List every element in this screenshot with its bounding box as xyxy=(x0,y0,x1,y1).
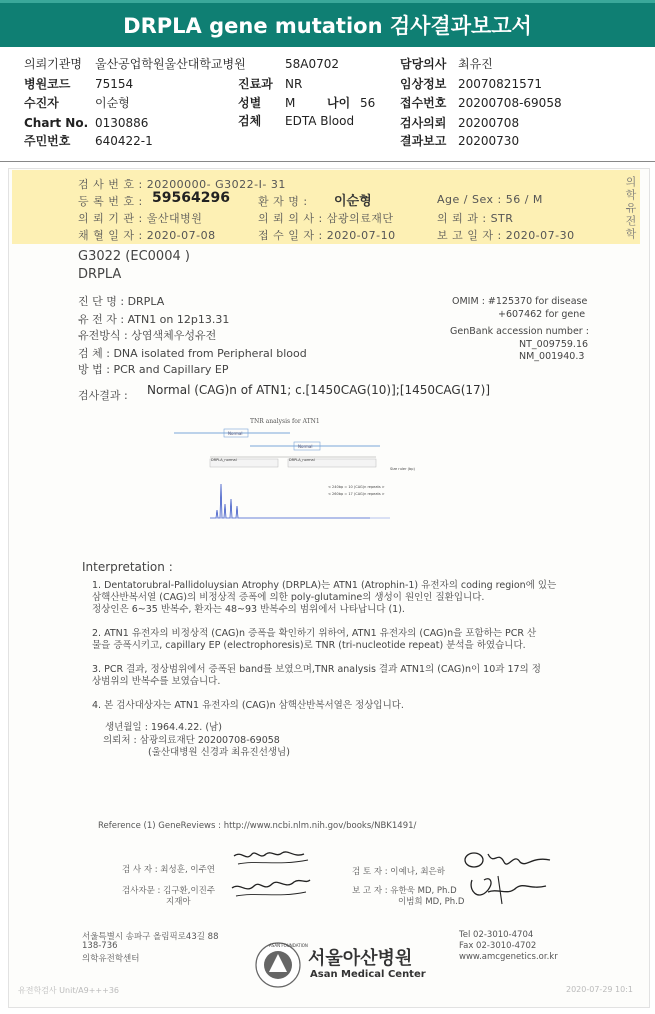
scan-reference: Reference (1) GeneReviews : http://www.ncbi.nlm.nih.gov/books/NBK1491/ xyxy=(98,821,417,831)
header-specimen-label: 검체 xyxy=(238,114,262,128)
interp-line: 4. 본 검사대상자는 ATN1 유전자의 (CAG)n 삼핵산반복서열은 정상입니다. xyxy=(92,700,404,711)
header-request-label: 검사의뢰 xyxy=(400,116,447,130)
seal-text: ASAN FOUNDATION xyxy=(269,943,308,948)
scan-result-label: 검사결과 : xyxy=(78,389,128,402)
scan-side-text: 의학유전학 xyxy=(624,176,637,241)
scan-method: 방 법 : PCR and Capillary EP xyxy=(78,363,229,376)
header-clinical: 20070821571 xyxy=(458,77,542,91)
figure-label-b: DRPLA_normal xyxy=(289,458,315,462)
scan-req-doctor: 의 뢰 의 사 : 삼광의료재단 xyxy=(258,212,394,225)
scan-reporter2: 이범희 MD, Ph.D xyxy=(398,897,465,907)
header-receipt: 20200708-69058 xyxy=(458,96,562,110)
header-resident-label: 주민번호 xyxy=(24,134,71,148)
figure-size-ruler: Size ruler (bp) xyxy=(390,467,415,471)
scan-nt: NT_009759.16 xyxy=(519,339,589,350)
scan-result: Normal (CAG)n of ATN1; c.[1450CAG(10)];[1450CAG(17)] xyxy=(147,383,491,397)
header-chart-label: Chart No. xyxy=(24,116,89,130)
scan-web: www.amcgenetics.or.kr xyxy=(459,952,558,962)
interp-spacer xyxy=(92,688,556,700)
figure-label-a: DRPLA_normal xyxy=(211,458,237,462)
header-divider xyxy=(0,161,655,162)
scan-receipt-date: 접 수 일 자 : 2020-07-10 xyxy=(258,229,396,242)
header-clinical-label: 임상정보 xyxy=(400,77,447,91)
header-specimen: EDTA Blood xyxy=(285,114,355,128)
scan-inheritance: 유전방식 : 상염색체우성유전 xyxy=(78,329,217,342)
header-dept: NR xyxy=(285,77,303,91)
scan-footer-left: 유전학검사 Unit/A9+++36 xyxy=(18,986,120,995)
hospital-name-en: Asan Medical Center xyxy=(310,969,426,980)
scan-reporter: 보 고 자 : 유한욱 MD, Ph.D xyxy=(352,886,457,896)
reviewer-signature xyxy=(458,846,554,908)
figure-box1: Normal xyxy=(228,431,243,436)
scan-patient: 이순형 xyxy=(334,194,372,209)
header-report-label: 결과보고 xyxy=(400,134,447,148)
scan-exam-no: 검 사 번 호 : 20200000- G3022-I- 31 xyxy=(78,178,286,191)
scan-footer-right: 2020-07-29 10:1 xyxy=(566,985,633,994)
scan-collect-date: 채 혈 일 자 : 2020-07-08 xyxy=(78,229,216,242)
header-resident: 640422-1 xyxy=(95,134,153,148)
scan-test-name: DRPLA xyxy=(78,267,122,282)
header-sex: M xyxy=(285,96,296,110)
scan-omim1: OMIM : #125370 for disease xyxy=(452,296,588,307)
header-report: 20200730 xyxy=(458,134,520,148)
scan-age-sex: Age / Sex : 56 / M xyxy=(437,193,543,206)
scan-test-code: G3022 (EC0004 ) xyxy=(78,249,190,264)
header-doctor: 최유진 xyxy=(458,57,493,71)
interp-line: 삼핵산반복서열 (CAG)의 비정상적 증폭에 의한 poly-glutamine의 생성이 원인인 질환입니다. xyxy=(92,592,485,603)
interp-line: 3. PCR 결과, 정상범위에서 증폭된 band를 보였으며,TNR analysis 결과 ATN1의 (CAG)n이 10과 17의 정 xyxy=(92,664,541,675)
interp-spacer xyxy=(92,652,556,664)
scan-lead: 검사자문 : 김구환,이진주 xyxy=(122,886,216,896)
scan-reg-label: 등 록 번 호 : xyxy=(78,195,143,208)
scan-req-dept: 의 뢰 과 : STR xyxy=(437,212,514,225)
header-age-label: 나이 xyxy=(327,96,351,110)
interp-line: 물을 증폭시키고, capillary EP (electrophoresis)로 TNR (tri-nucleotide repeat) 분석을 하였습니다. xyxy=(92,640,526,651)
header-hospital-code-label: 병원코드 xyxy=(24,77,71,91)
scan-req-inst: 의 뢰 기 관 : 울산대병원 xyxy=(78,212,203,225)
figure-peak-note1: < 240bp = 10 (CAG)n repeats > xyxy=(328,485,385,489)
scan-examiner: 검 사 자 : 최성훈, 이주연 xyxy=(122,865,215,875)
scan-requester: 의뢰처 : 삼광의료재단 20200708-69058 xyxy=(103,735,280,746)
scan-genbank: GenBank accession number : xyxy=(450,326,589,337)
header-chart: 0130886 xyxy=(95,116,149,130)
interp-line: 1. Dentatorubral-Pallidoluysian Atrophy (DRPLA)는 ATN1 (Atrophin-1) 유전자의 coding region에 있는 xyxy=(92,580,557,591)
scan-address1: 서울특별시 송파구 올림픽로43길 88 xyxy=(82,932,219,942)
scan-address3: 의학유전학센터 xyxy=(82,954,140,964)
header-dept-label: 진료과 xyxy=(238,77,273,91)
examiner-signature xyxy=(228,848,314,908)
scan-omim2: +607462 for gene xyxy=(498,309,586,320)
header-doctor-label: 담당의사 xyxy=(400,57,447,71)
interpretation-title: Interpretation : xyxy=(82,560,173,574)
header-request: 20200708 xyxy=(458,116,520,130)
scan-requester2: (울산대병원 신경과 최유진선생님) xyxy=(148,747,290,758)
header-institution-label: 의뢰기관명 xyxy=(24,57,82,71)
scan-lead2: 지재아 xyxy=(166,897,191,907)
interp-line: 2. ATN1 유전자의 비정상적 (CAG)n 증폭을 확인하기 위하여, ATN1 유전자의 (CAG)n을 포함하는 PCR 산 xyxy=(92,628,537,639)
scan-reviewer: 검 토 자 : 이예나, 최은하 xyxy=(352,867,445,877)
scan-tel: Tel 02-3010-4704 xyxy=(459,930,534,940)
scan-fax: Fax 02-3010-4702 xyxy=(459,941,537,951)
header-institution-code: 58A0702 xyxy=(285,57,340,71)
interpretation-body xyxy=(92,580,556,712)
scan-specimen: 검 체 : DNA isolated from Peripheral blood xyxy=(78,347,307,360)
scan-report-date: 보 고 일 자 : 2020-07-30 xyxy=(437,229,575,242)
scan-address2: 138-736 xyxy=(82,941,118,951)
figure-title: TNR analysis for ATN1 xyxy=(250,418,320,425)
figure-box2: Normal xyxy=(298,444,313,449)
scan-patient-label: 환 자 명 : xyxy=(258,195,308,208)
header-examinee: 이순형 xyxy=(95,96,130,110)
interp-line: 상범위의 반복수를 보였습니다. xyxy=(92,676,221,687)
header-sex-label: 성별 xyxy=(238,96,262,110)
header-examinee-label: 수진자 xyxy=(24,96,59,110)
hospital-name-kr: 서울아산병원 xyxy=(308,948,413,969)
interp-line: 정상인은 6~35 반복수, 환자는 48~93 반복수의 범위에서 나타납니다 (1). xyxy=(92,604,405,615)
scan-nm: NM_001940.3 xyxy=(519,351,585,362)
header-age: 56 xyxy=(360,96,376,110)
report-title: DRPLA gene mutation 검사결과보고서 xyxy=(0,0,655,47)
header-hospital-code: 75154 xyxy=(95,77,134,91)
scan-gene: 유 전 자 : ATN1 on 12p13.31 xyxy=(78,313,230,326)
scan-birth: 생년월일 : 1964.4.22. (남) xyxy=(105,722,222,733)
interp-spacer xyxy=(92,616,556,628)
header-receipt-label: 접수번호 xyxy=(400,96,447,110)
scan-dx: 진 단 명 : DRPLA xyxy=(78,295,165,308)
figure-peak-note2: < 260bp = 17 (CAG)n repeats > xyxy=(328,492,385,496)
scan-reg-no: 59564296 xyxy=(152,190,230,206)
header-institution: 울산공업학원울산대학교병원 xyxy=(95,57,246,71)
tnr-analysis-figure xyxy=(170,414,430,544)
asan-foundation-seal-icon xyxy=(254,941,308,989)
